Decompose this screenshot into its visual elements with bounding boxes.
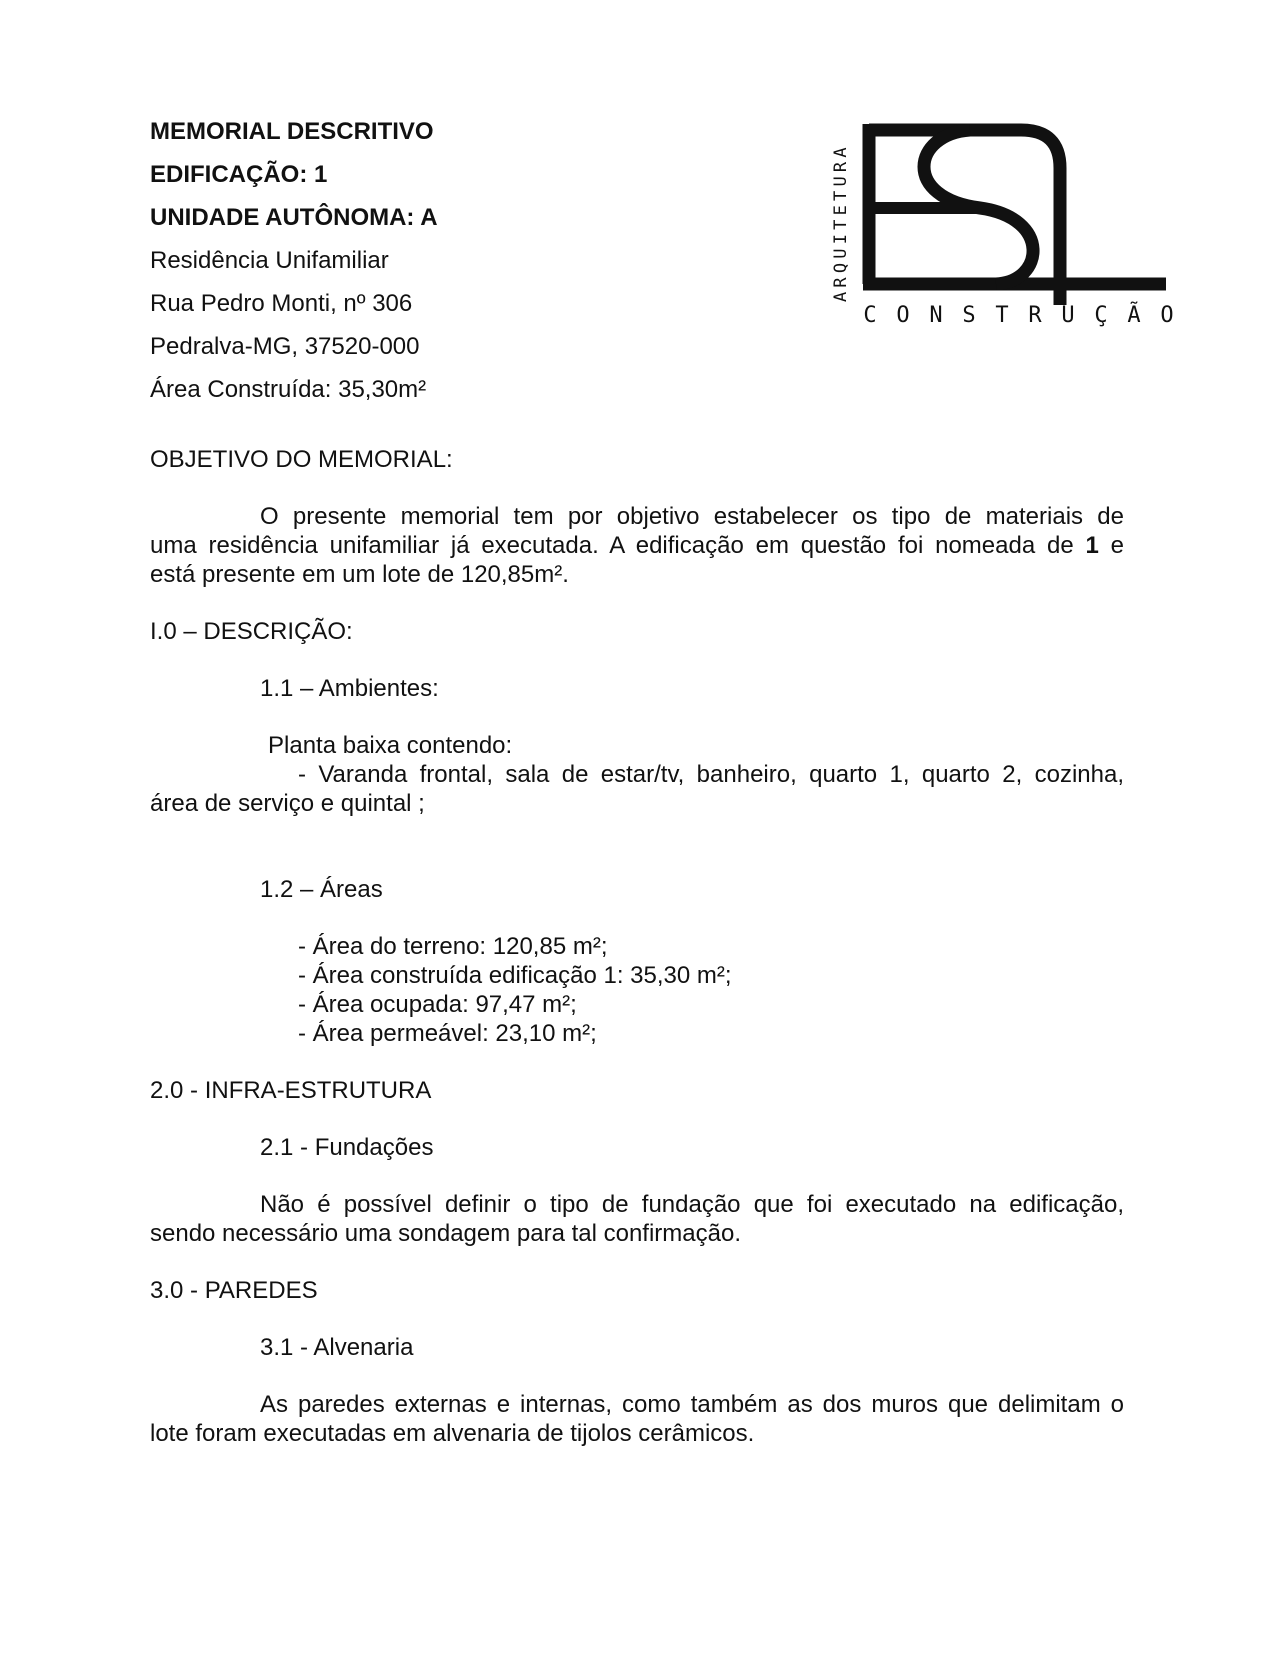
masonry-line-2: lote foram executadas em alvenaria de tijolos cerâmicos. [150,1420,755,1447]
unit-label: UNIDADE AUTÔNOMA: A [150,204,438,231]
foundation-line-2: sendo necessário uma sondagem para tal confirmação. [150,1220,741,1247]
objective-line-2 [150,532,1124,560]
address: Rua Pedro Monti, nº 306 [150,290,413,317]
logo-letter: T [995,303,1009,328]
section-2-heading: 2.0 - INFRA-ESTRUTURA [150,1077,432,1104]
logo-letter: R [1028,303,1042,328]
masonry-line-1: As paredes externas e internas, como também as dos muros que delimitam o [260,1391,1124,1418]
building-number: 1 [1085,532,1099,559]
area-item: - Área construída edificação 1: 35,30 m²; [298,962,732,989]
objective-line-2-suffix: e [1110,532,1125,559]
foundation-line-1: Não é possível definir o tipo de fundação que foi executado na edificação, [260,1191,1124,1218]
logo-letter: C [863,303,877,328]
city-zip: Pedralva-MG, 37520-000 [150,333,420,360]
document-title: MEMORIAL DESCRITIVO [150,118,434,145]
objective-heading: OBJETIVO DO MEMORIAL: [150,446,453,473]
subsection-3-1-heading: 3.1 - Alvenaria [260,1334,414,1361]
logo-vertical-text: ARQUITETURA [831,143,851,302]
logo-letter: O [896,303,910,328]
logo-letter: N [929,303,943,328]
logo-graphic [820,110,1180,350]
objective-line-3: está presente em um lote de 120,85m². [150,561,569,588]
area-item: - Área permeável: 23,10 m²; [298,1020,597,1047]
subsection-1-2-heading: 1.2 – Áreas [260,876,383,903]
building-label: EDIFICAÇÃO: 1 [150,161,328,188]
rooms-line-2: área de serviço e quintal ; [150,790,425,817]
logo-letter: U [1061,303,1075,328]
section-3-heading: 3.0 - PAREDES [150,1277,318,1304]
objective-line-1: O presente memorial tem por objetivo estabelecer os tipo de materiais de [260,503,1124,530]
section-1-heading: I.0 – DESCRIÇÃO: [150,618,353,645]
logo-letter: Ç [1094,303,1108,328]
plan-intro: Planta baixa contendo: [268,732,513,759]
built-area: Área Construída: 35,30m² [150,376,427,403]
logo-letter: O [1160,303,1174,328]
subsection-1-1-heading: 1.1 – Ambientes: [260,675,439,702]
logo-letter: Ã [1127,303,1141,328]
logo-construcao [863,301,1173,328]
residence-type: Residência Unifamiliar [150,247,389,274]
area-item: - Área do terreno: 120,85 m²; [298,933,608,960]
area-item: - Área ocupada: 97,47 m²; [298,991,577,1018]
company-logo [820,110,1180,350]
rooms-line-1: - Varanda frontal, sala de estar/tv, banheiro, quarto 1, quarto 2, cozinha, [298,761,1124,788]
logo-letter: S [962,303,976,328]
objective-line-2-prefix: uma residência unifamiliar já executada. A edificação em questão foi nomeada de [150,532,1074,559]
subsection-2-1-heading: 2.1 - Fundações [260,1134,434,1161]
